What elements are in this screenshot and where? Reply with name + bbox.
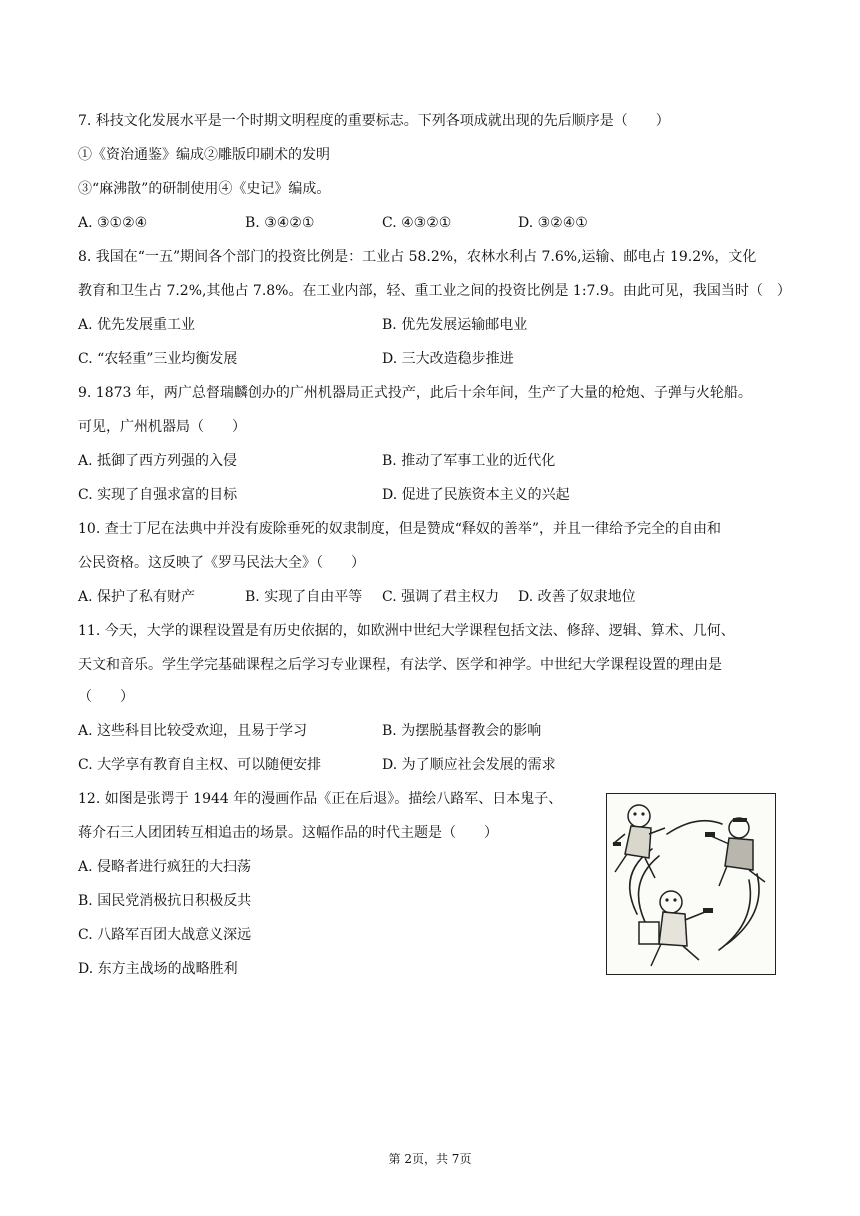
q12-stem-line1: 12. 如图是张谔于 1944 年的漫画作品《正在后退》。描绘八路军、日本鬼子、 bbox=[78, 791, 563, 807]
q12-option-b: B. 国民党消极抗日积极反共 bbox=[78, 893, 252, 909]
q7-option-d: D. ③②④① bbox=[518, 215, 588, 231]
q10-stem-line1: 10. 查士丁尼在法典中并没有废除垂死的奴隶制度，但是赞成“释奴的善举”，并且一律给予完全的自由和 bbox=[78, 521, 722, 537]
q11-option-d: D. 为了顺应社会发展的需求 bbox=[382, 757, 556, 773]
q7-stem: 7. 科技文化发展水平是一个时期文明程度的重要标志。下列各项成就出现的先后顺序是（ ） bbox=[78, 113, 670, 129]
q7-items-line1: ①《资治通鉴》编成②雕版印刷术的发明 bbox=[78, 147, 330, 163]
q9-option-d: D. 促进了民族资本主义的兴起 bbox=[382, 487, 570, 503]
q7-option-c: C. ④③②① bbox=[382, 215, 452, 231]
q9-stem-line2: 可见，广州机器局（ ） bbox=[78, 419, 246, 435]
q11-stem-line1: 11. 今天，大学的课程设置是有历史依据的，如欧洲中世纪大学课程包括文法、修辞、逻辑、算术、几何、 bbox=[78, 623, 735, 639]
q8-option-a: A. 优先发展重工业 bbox=[78, 317, 196, 333]
q11-stem-line2: 天文和音乐。学生学完基础课程之后学习专业课程，有法学、医学和神学。中世纪大学课程设置的理由是 bbox=[78, 657, 722, 673]
q12-option-d: D. 东方主战场的战略胜利 bbox=[78, 961, 238, 977]
cartoon-illustration bbox=[606, 793, 776, 975]
q12-stem-line2: 蒋介石三人团团转互相追击的场景。这幅作品的时代主题是（ ） bbox=[78, 825, 498, 841]
q11-stem-line3: （ ） bbox=[78, 689, 134, 705]
q8-option-d: D. 三大改造稳步推进 bbox=[382, 351, 514, 367]
cartoon-drawing bbox=[607, 794, 774, 973]
q9-option-b: B. 推动了军事工业的近代化 bbox=[382, 453, 556, 469]
q8-option-b: B. 优先发展运输邮电业 bbox=[382, 317, 528, 333]
q9-stem-line1: 9. 1873 年，两广总督瑞麟创办的广州机器局正式投产，此后十余年间，生产了大量的枪炮、子弹与火轮船。 bbox=[78, 385, 752, 401]
q8-option-c: C. “农轻重”三业均衡发展 bbox=[78, 351, 238, 367]
q9-option-c: C. 实现了自强求富的目标 bbox=[78, 487, 238, 503]
q8-stem-line1: 8. 我国在“一五”期间各个部门的投资比例是：工业占 58.2%，农林水利占 7.6%,运输、邮电占 19.2%，文化 bbox=[78, 249, 757, 265]
q10-option-c: C. 强调了君主权力 bbox=[382, 589, 500, 605]
q7-option-b: B. ③④②① bbox=[245, 215, 315, 231]
q9-option-a: A. 抵御了西方列强的入侵 bbox=[78, 453, 238, 469]
q12-option-a: A. 侵略者进行疯狂的大扫荡 bbox=[78, 859, 252, 875]
q11-option-a: A. 这些科目比较受欢迎，且易于学习 bbox=[78, 723, 308, 739]
q10-option-a: A. 保护了私有财产 bbox=[78, 589, 196, 605]
q11-option-c: C. 大学享有教育自主权、可以随便安排 bbox=[78, 757, 322, 773]
q8-stem-line2: 教育和卫生占 7.2%,其他占 7.8%。在工业内部，轻、重工业之间的投资比例是 1:7.9。由此可见，我国当时（ ） bbox=[78, 283, 791, 299]
q11-option-b: B. 为摆脱基督教会的影响 bbox=[382, 723, 542, 739]
q7-option-a: A. ③①②④ bbox=[78, 215, 148, 231]
q12-option-c: C. 八路军百团大战意义深远 bbox=[78, 927, 252, 943]
page-footer: 第 2页，共 7页 bbox=[388, 1152, 472, 1166]
q10-stem-line2: 公民资格。这反映了《罗马民法大全》（ ） bbox=[78, 555, 365, 571]
q10-option-d: D. 改善了奴隶地位 bbox=[518, 589, 636, 605]
q10-option-b: B. 实现了自由平等 bbox=[245, 589, 363, 605]
q7-items-line2: ③“麻沸散”的研制使用④《史记》编成。 bbox=[78, 181, 331, 197]
